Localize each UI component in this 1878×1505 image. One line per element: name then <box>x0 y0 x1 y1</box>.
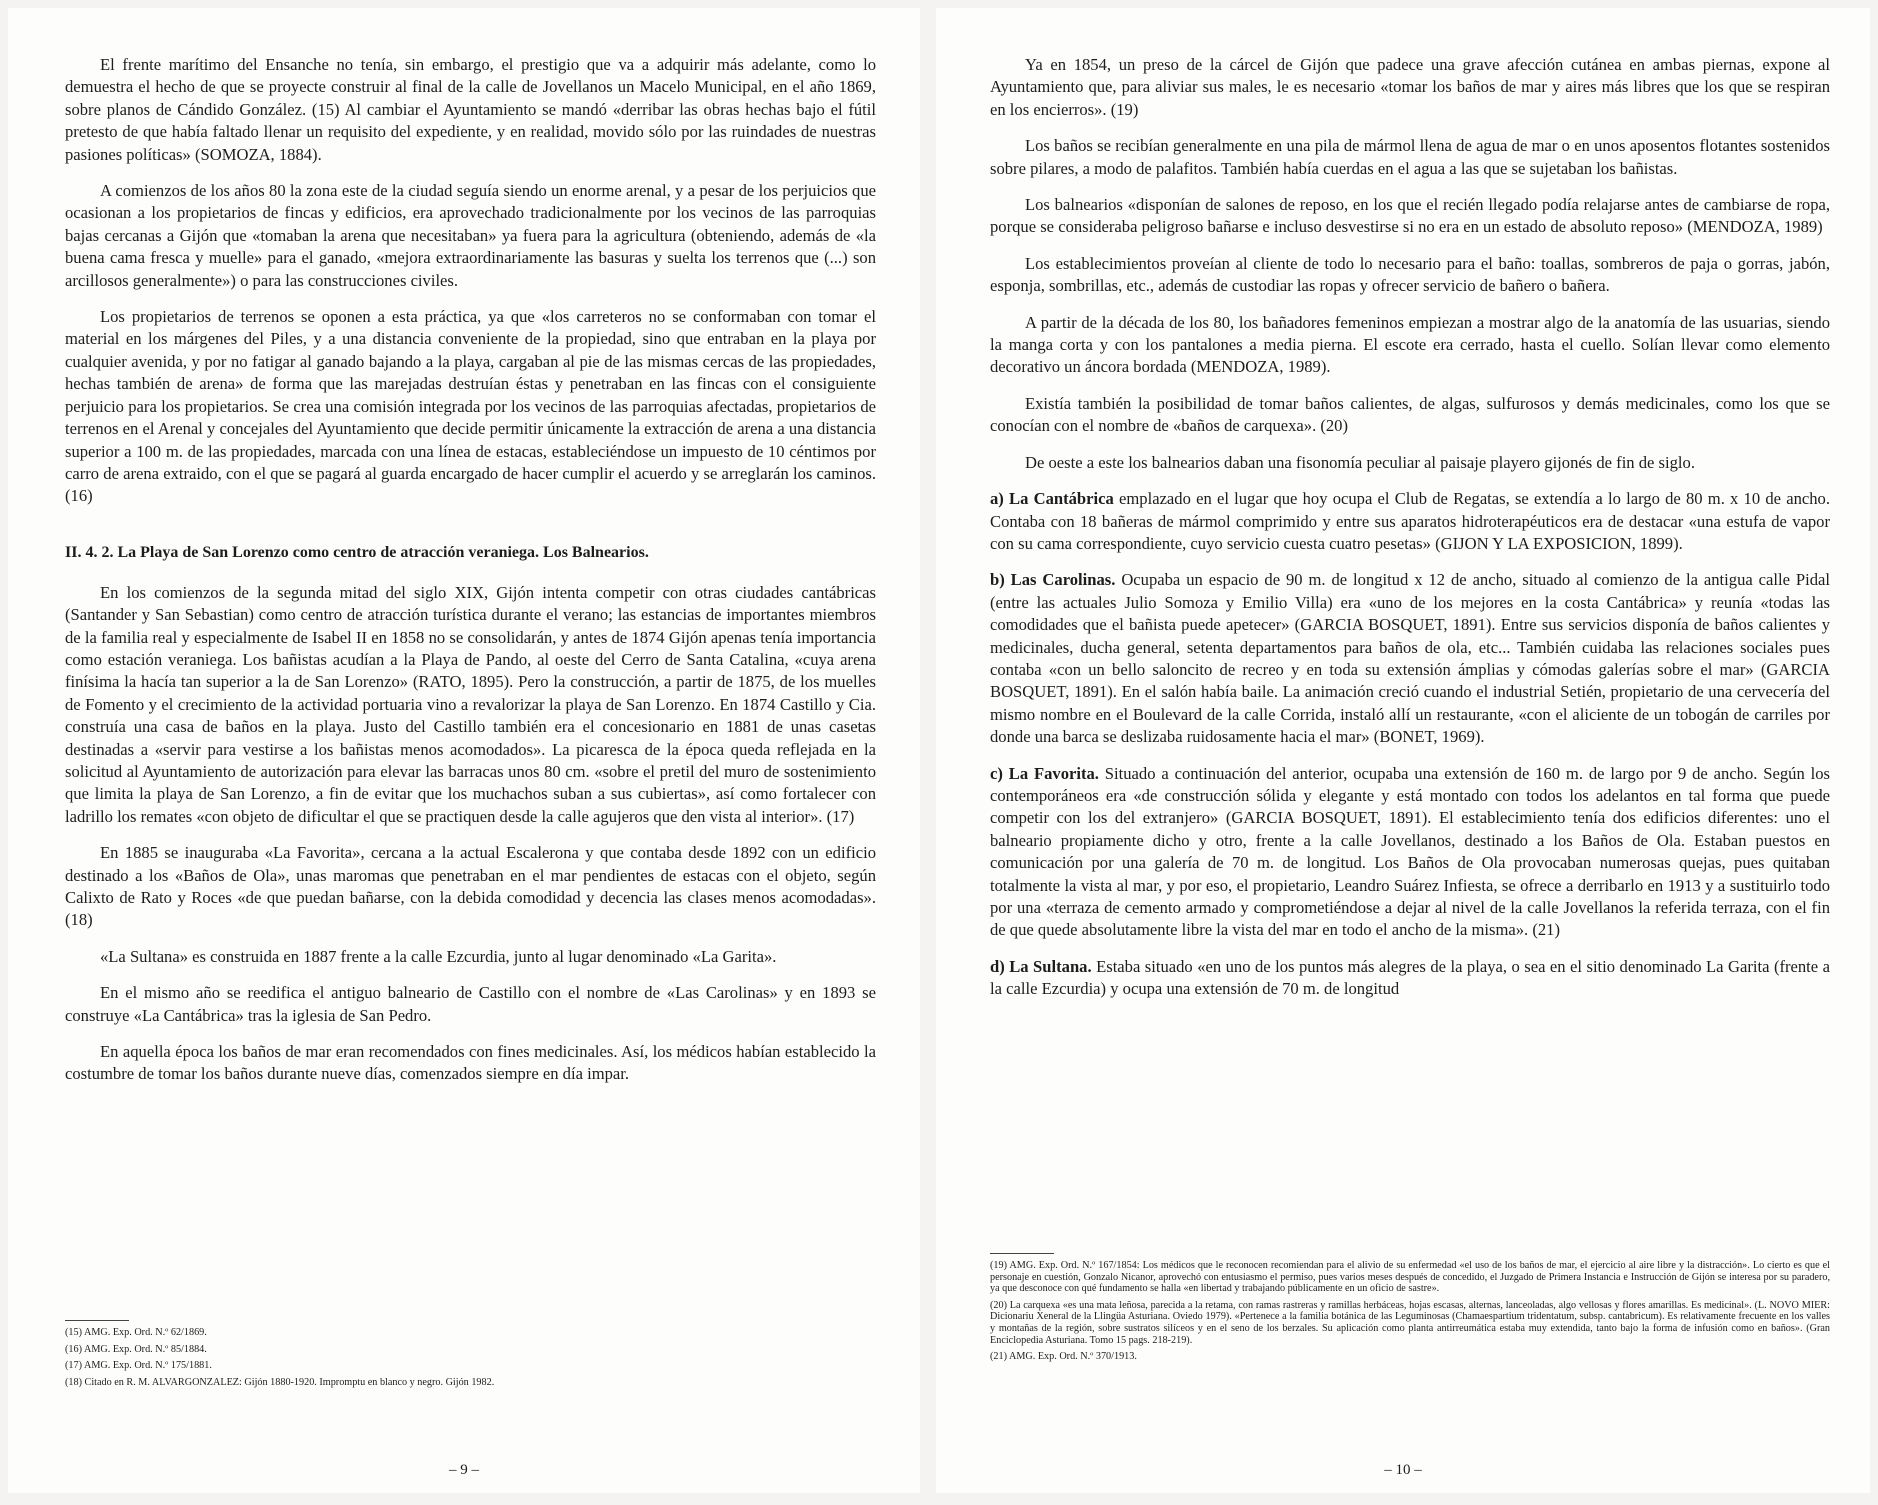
footnote-divider <box>990 1253 1054 1254</box>
paragraph: Los baños se recibían generalmente en una pila de mármol llena de agua de mar o en unos aposentos flotantes sostenidos sobre pilares, a modo de palafitos. También había cuerdas en el agua a las que se sujetaban los bañistas. <box>990 136 1830 178</box>
left-page-body <box>65 54 876 1086</box>
entry-text: emplazado en el lugar que hoy ocupa el Club de Regatas, se extendía a lo largo de 80 m. x 10 de ancho. Contaba con 18 bañeras de mármol comprimido y entre sus aparatos hidroterapéuticos era de destacar «una estufa de vapor con su cama correspondiente, cuyo servicio cuesta cuatro pesetas» (GIJON Y LA EXPOSICION, 1899). <box>990 489 1830 553</box>
footnote: (21) AMG. Exp. Ord. N.º 370/1913. <box>990 1351 1137 1363</box>
paragraph: Ya en 1854, un preso de la cárcel de Gijón que padece una grave afección cutánea en ambas piernas, expone al Ayuntamiento que, para aliviar sus males, le es necesario «tomar los baños de mar y aires más libres que los que se respiran en los encierros». (19) <box>990 55 1830 119</box>
paragraph: En el mismo año se reedifica el antiguo balneario de Castillo con el nombre de «Las Carolinas» y en 1893 se construye «La Cantábrica» tras la iglesia de San Pedro. <box>65 983 876 1025</box>
entry-text: Ocupaba un espacio de 90 m. de longitud x 12 de ancho, situado al comienzo de la antigua calle Pidal (entre las actuales Julio Somoza y Emilio Villa) era «uno de los mejores en la costa Cantábrica» y reunía «todas las comodidades que el bañista puede apetecer» (GARCIA BOSQUET, 1891). Entre sus servicios disponía de baños calientes y medicinales, ducha general, setenta departamentos para baños de ola, etc... También cuidaba las relaciones sociales pues contaba «con un bello saloncito de recreo y en toda su extensión ámplias y cómodas galerías sobre el mar» (GARCIA BOSQUET, 1891). En el salón había baile. La animación creció cuando el industrial Setién, propietario de una cervecería del mismo nombre en el Boulevard de la calle Corrida, instaló allí un restaurante, «con el aliciente de un tobogán de carriles por donde una barca se deslizaba ruidosamente hacia el mar» (BONET, 1969). <box>990 570 1830 747</box>
entry-label: c) La Favorita. <box>990 763 1099 783</box>
balneario-entry-sultana <box>990 956 1830 1001</box>
paragraph: De oeste a este los balnearios daban una fisonomía peculiar al paisaje playero gijonés de fin de siglo. <box>1025 452 1695 472</box>
footnote: (16) AMG. Exp. Ord. N.º 85/1884. <box>65 1343 207 1355</box>
paragraph: A comienzos de los años 80 la zona este de la ciudad seguía siendo un enorme arenal, y a pesar de los perjuicios que ocasionan a los propietarios de fincas y edificios, era aprovechado tradicionalmente por los vecinos de las parroquias bajas cercanas a Gijón que «tomaban la arena que necesitaban» ya fuera para la agricultura (obteniendo, además de «la buena cama fresca y muelle» para el ganado, «mejora extraordinariamente las basuras y suelta los terrenos que (...) son arcillosos generalmente») o para las construcciones civiles. <box>65 181 876 290</box>
paragraph: En 1885 se inauguraba «La Favorita», cercana a la actual Escalerona y que contaba desde 1892 con un edificio destinado a los «Baños de Ola», unas maromas que penetraban en el mar pendientes de estacas con el objeto, según Calixto de Rato y Roces «de que puedan bañarse, con la debida comodidad y decencia las clases menos acomodadas». (18) <box>65 843 876 930</box>
left-footnotes <box>65 1320 876 1393</box>
paragraph: «La Sultana» es construida en 1887 frente a la calle Ezcurdia, junto al lugar denominado «La Garita». <box>100 946 777 966</box>
paragraph: Los establecimientos proveían al cliente de todo lo necesario para el baño: toallas, sombreros de paja o gorras, jabón, esponja, sombrillas, etc., además de custodiar las ropas y ofrecer servicio de bañero o bañera. <box>990 253 1830 296</box>
right-footnotes <box>990 1253 1830 1368</box>
footnote-divider <box>65 1320 129 1321</box>
paragraph: En aquella época los baños de mar eran recomendados con fines medicinales. Así, los médicos habían establecido la costumbre de tomar los baños durante nueve días, comenzados siempre en día impar. <box>65 1042 876 1084</box>
paragraph: El frente marítimo del Ensanche no tenía, sin embargo, el prestigio que va a adquirir más adelante, como lo demuestra el hecho de que se proyecte construir al final de la calle de Jovellanos un Macelo Municipal, en el año 1869, sobre planos de Cándido González. (15) Al cambiar el Ayuntamiento se mandó «derribar las obras hechas bajo el fútil pretesto de que había faltado llenar un requisito del expediente, y en realidad, movido sólo por las ruindades de nuestras pasiones políticas» (SOMOZA, 1884). <box>65 55 876 164</box>
right-page <box>936 8 1870 1493</box>
balneario-entry-carolinas <box>990 569 1830 748</box>
entry-label: d) La Sultana. <box>990 956 1092 976</box>
right-page-body <box>990 54 1830 1001</box>
footnote: (19) AMG. Exp. Ord. N.º 167/1854: Los médicos que le reconocen recomiendan para el alivio de su enfermedad «el uso de los baños de mar, el ejercicio al aire libre y la distracción». Lo cierto es que el personaje en cuestión, Gonzalo Nicanor, aprovechó con entusiasmo el permiso, pues varios meses después de concedido, el Juzgado de Primera Instancia e Instrucción de Gijón se interesa por su paradero, ya que desconoce con qué fundamento se halla «en libertad y trabajando públicamente en un oficio de sastre». <box>990 1260 1830 1295</box>
entry-label: b) Las Carolinas. <box>990 570 1116 590</box>
left-page <box>8 8 920 1493</box>
section-heading: II. 4. 2. La Playa de San Lorenzo como centro de atracción veraniega. Los Balnearios. <box>65 543 649 561</box>
paragraph: En los comienzos de la segunda mitad del siglo XIX, Gijón intenta competir con otras ciudades cantábricas (Santander y San Sebastian) como centro de atracción turística durante el verano; las estancias de importantes miembros de la familia real y especialmente de Isabel II en 1858 no se consolidarán, y antes de 1874 Gijón apenas tenía importancia como estación veraniega. Los bañistas acudían a la Playa de Pando, al oeste del Cerro de Santa Catalina, «cuya arena finísima la hacía tan superior a la de San Lorenzo» (RATO, 1895). Pero la construcción, a partir de 1875, de los muelles de Fomento y el crecimiento de la actividad portuaria vino a revalorizar la playa de San Lorenzo. En 1874 Castillo y Cia. construía una casa de baños en la playa. Justo del Castillo también era el concesionario en 1881 de unas casetas destinadas a «servir para vestirse a los bañistas menos acomodados». La picaresca de la época queda reflejada en la solicitud al Ayuntamiento de autorización para elevar las barracas unos 80 cm. «sobre el pretil del muro de sostenimiento que limita la playa de San Lorenzo, a fin de evitar que los muchachos suban a sus cubiertas», así como fortalecer con ladrillo los remates «con objeto de dificultar el que se practiquen desde la calle agujeros que den vista al interior». (17) <box>65 582 876 826</box>
footnote: (17) AMG. Exp. Ord. N.º 175/1881. <box>65 1360 212 1372</box>
paragraph: Los propietarios de terrenos se oponen a esta práctica, ya que «los carreteros no se conformaban con tomar el material en los márgenes del Piles, y a una distancia conveniente de la propiedad, sino que entraban en la playa por cualquier avenida, y por no fatigar al ganado bajando a la playa, cargaban al pie de las mismas cercas de las propiedades, hechas también de arena» de forma que las marejadas destruían éstas y penetraban en las fincas con el consiguiente perjuicio para los propietarios. Se crea una comisión integrada por los vecinos de las parroquias afectadas, propietarios de terrenos en el Arenal y concejales del Ayuntamiento que decide permitir únicamente la extracción de arena a una distancia superior a 100 m. de las propiedades, marcada con una línea de estacas, estableciéndose un impuesto de 10 céntimos por carro de arena extraido, con el que se pagará al guarda encargado de hacer cumplir el acuerdo y se arreglarán los caminos. (16) <box>65 307 876 506</box>
paragraph: Los balnearios «disponían de salones de reposo, en los que el recién llegado podía relajarse antes de cambiarse de ropa, porque se consideraba peligroso bañarse e incluso desvestirse si no era en un estado de absoluto reposo» (MENDOZA, 1989) <box>990 195 1830 237</box>
balneario-entry-cantabrica <box>990 488 1830 555</box>
page-number: – 10 – <box>1384 1462 1422 1478</box>
entry-text: Estaba situado «en uno de los puntos más alegres de la playa, o sea en el sitio denominado La Garita (frente a la calle Ezcurdia) y ocupa una extensión de 70 m. de longitud <box>990 956 1830 999</box>
paragraph: A partir de la década de los 80, los bañadores femeninos empiezan a mostrar algo de la anatomía de las usuarias, siendo la manga corta y con los pantalones a media pierna. El escote era cerrado, hasta el cuello. Solían llevar como elemento decorativo un áncora bordada (MENDOZA, 1989). <box>990 312 1830 377</box>
footnote: (15) AMG. Exp. Ord. N.º 62/1869. <box>65 1327 207 1338</box>
entry-text: Situado a continuación del anterior, ocupaba una extensión de 160 m. de largo por 9 de ancho. Según los contemporáneos era «de construcción sólida y elegante y está montado con todos los adelantos en tal forma que puede competir con los del extranjero» (GARCIA BOSQUET, 1891). El establecimiento tenía dos edificios diferentes: uno el balneario propiamente dicho y otro, frente a la calle Jovellanos, destinado a los Baños de Ola. Estaban puestos en comunicación por una galería de 70 m. de longitud. Los Baños de Ola provocaban numerosas quejas, pues quitaban totalmente la vista al mar, y por eso, el propietario, Leandro Suárez Infiesta, se ofrece a derribarlo en 1913 y a sustituirlo todo por una «terraza de cemento armado y comprometiéndose a dejar al nivel de la calle Jovellanos la referida terraza, con el fin de que quede absolutamente libre la vista del mar en todo el ancho de la misma». (21) <box>990 763 1830 940</box>
page-number: – 9 – <box>449 1462 479 1478</box>
balneario-entry-favorita <box>990 763 1830 942</box>
paragraph: Existía también la posibilidad de tomar baños calientes, de algas, sulfurosos y demás medicinales, como los que se conocían con el nombre de «baños de carquexa». (20) <box>990 393 1830 436</box>
footnote: (18) Citado en R. M. ALVARGONZALEZ: Gijón 1880-1920. Impromptu en blanco y negro. Gijón 1982. <box>65 1376 495 1388</box>
entry-label: a) La Cantábrica <box>990 489 1114 509</box>
footnote: (20) La carquexa «es una mata leñosa, parecida a la retama, con ramas rastreras y ramillas herbáceas, hojas escasas, alternas, lanceoladas, algo vellosas y flores amarillas. Es medicinal». (L. NOVO MIER: Dicionariu Xeneral de la Llingüa Asturiana. Oviedo 1979). «Pertenece a la familia botánica de las Leguminosas (Chamaespartium tridentatum, subsp. cantabricum). Es relativamente frecuente en los valles y montañas de la región, sobre sustratos silíceos y en el seno de los berzales. Su aplicación como planta antirreumática estaba muy extendida, tanto bajo la forma de infusión como en baños». (Gran Enciclopedia Asturiana. Tomo 15 pags. 218-219). <box>990 1299 1830 1346</box>
